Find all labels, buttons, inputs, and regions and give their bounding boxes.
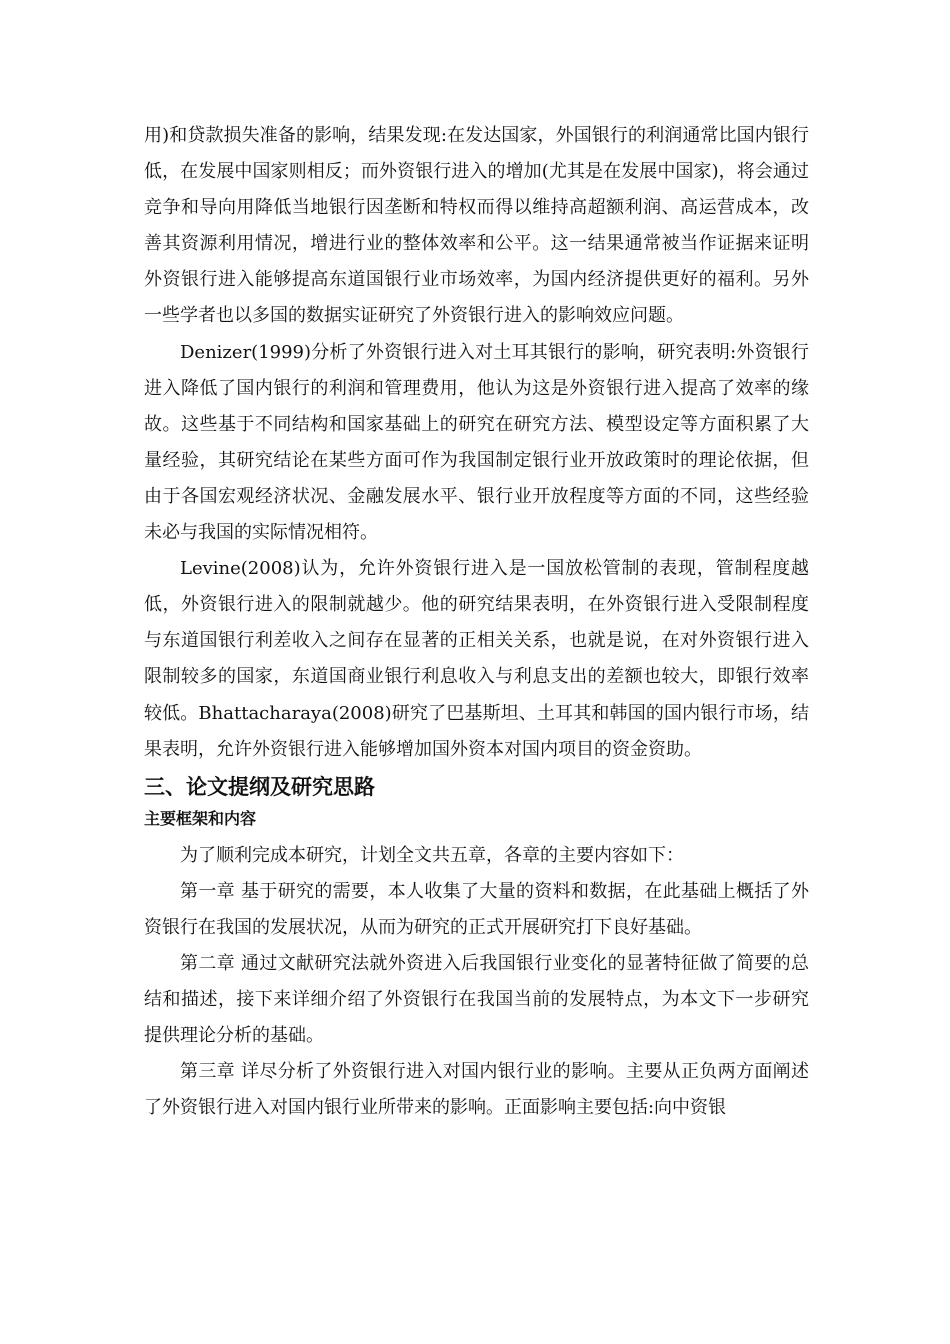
document-body — [144, 118, 809, 1126]
section-heading: 三、论文提纲及研究思路 — [144, 774, 375, 799]
subheading: 主要框架和内容 — [144, 808, 257, 828]
paragraph-chapter-1: 第一章 基于研究的需要，本人收集了大量的资料和数据，在此基础上概括了外资银行在我国的发展状况，从而为研究的正式开展研究打下良好基础。 — [144, 880, 809, 938]
paragraph-chapter-3: 第三章 详尽分析了外资银行进入对国内银行业的影响。主要从正负两方面阐述了外资银行进入对国内银行业所带来的影响。正面影响主要包括:向中资银 — [144, 1061, 809, 1119]
paragraph-denizer: Denizer(1999)分析了外资银行进入对土耳其银行的影响，研究表明:外资银行进入降低了国内银行的利润和管理费用，他认为这是外资银行进入提高了效率的缘故。这些基于不同结构和国家基础上的研究在研究方法、模型设定等方面积累了大量经验，其研究结论在某些方面可作为我国制定银行业开放政策时的理论依据，但由于各国宏观经济状况、金融发展水平、银行业开放程度等方面的不同，这些经验未必与我国的实际情况相符。 — [144, 341, 809, 544]
paragraph-intro: 为了顺利完成本研究，计划全文共五章，各章的主要内容如下： — [180, 844, 684, 866]
paragraph-chapter-2: 第二章 通过文献研究法就外资进入后我国银行业变化的显著特征做了简要的总结和描述，接下来详细介绍了外资银行在我国当前的发展特点，为本文下一步研究提供理论分析的基础。 — [144, 952, 809, 1047]
paragraph-levine: Levine(2008)认为，允许外资银行进入是一国放松管制的表现，管制程度越低，外资银行进入的限制就越少。他的研究结果表明，在外资银行进入受限制程度与东道国银行利差收入之间存在显著的正相关关系，也就是说，在对外资银行进入限制较多的国家，东道国商业银行利息收入与利息支出的差额也较大，即银行效率较低。Bhattacharaya(2008)研究了巴基斯坦、土耳其和韩国的国内银行市场，结果表明，允许外资银行进入能够增加国外资本对国内项目的资金资助。 — [144, 558, 809, 760]
paragraph-continuation: 用)和贷款损失准备的影响，结果发现:在发达国家，外国银行的利润通常比国内银行低，在发展中国家则相反；而外资银行进入的增加(尤其是在发展中国家)，将会通过竞争和导向用降低当地银行因垄断和特权而得以维持高超额利润、高运营成本，改善其资源利用情况，增进行业的整体效率和公平。这一结果通常被当作证据来证明外资银行进入能够提高东道国银行业市场效率，为国内经济提供更好的福利。另外一些学者也以多国的数据实证研究了外资银行进入的影响效应问题。 — [144, 125, 809, 327]
